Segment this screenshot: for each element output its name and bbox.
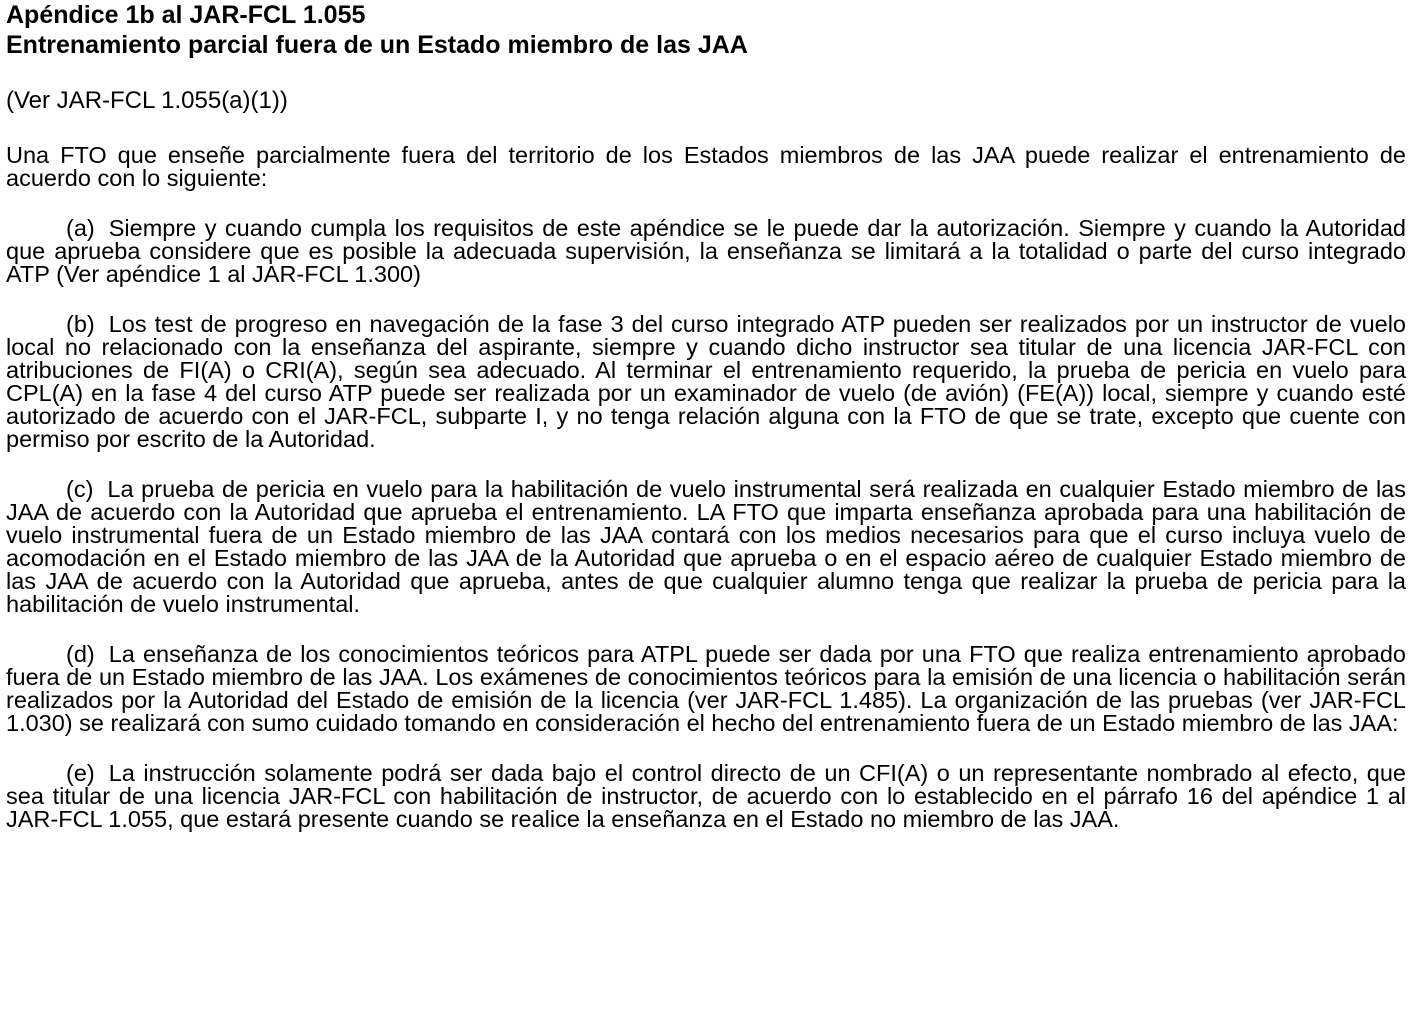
paragraph-b bbox=[6, 313, 1406, 451]
paragraph-text: La enseñanza de los conocimientos teóricos para ATPL puede ser dada por una FTO que realiza entrenamiento aprobado fuera de un Estado miembro de las JAA. Los exámenes de conocimientos teóricos para la emisión de una licencia o habilitación serán realizados por la Autoridad del Estado de emisión de la licencia (ver JAR-FCL 1.485). La organización de las pruebas (ver JAR-FCL 1.030) se realizará con sumo cuidado tomando en consideración el hecho del entrenamiento fuera de un Estado miembro de las JAA: bbox=[6, 641, 1406, 736]
paragraph-text: La prueba de pericia en vuelo para la habilitación de vuelo instrumental será realizada en cualquier Estado miembro de las JAA de acuerdo con la Autoridad que aprueba el entrenamiento. LA FTO que imparta enseñanza aprobada para una habilitación de vuelo instrumental fuera de un Estado miembro de las JAA contará con los medios necesarios para que el curso incluya vuelo de acomodación en el Estado miembro de las JAA de la Autoridad que aprueba o en el espacio aéreo de cualquier Estado miembro de las JAA de acuerdo con la Autoridad que aprueba, antes de que cualquier alumno tenga que realizar la prueba de pericia para la habilitación de vuelo instrumental. bbox=[6, 476, 1406, 617]
paragraph-label: (c) bbox=[66, 476, 94, 502]
paragraph-c bbox=[6, 478, 1406, 616]
paragraph-label: (d) bbox=[66, 641, 95, 667]
paragraph-text: Los test de progreso en navegación de la fase 3 del curso integrado ATP pueden ser realizados por un instructor de vuelo local no relacionado con la enseñanza del aspirante, siempre y cuando dicho instructor sea titular de una licencia JAR-FCL con atribuciones de FI(A) o CRI(A), según sea adecuado. Al terminar el entrenamiento requerido, la prueba de pericia en vuelo para CPL(A) en la fase 4 del curso ATP puede ser realizada por un examinador de vuelo (de avión) (FE(A)) local, siempre y cuando esté autorizado de acuerdo con el JAR-FCL, subparte I, y no tenga relación alguna con la FTO de que se trate, excepto que cuente con permiso por escrito de la Autoridad. bbox=[6, 311, 1406, 452]
document-page bbox=[6, 0, 1406, 831]
paragraph-d bbox=[6, 643, 1406, 735]
paragraph-text: Siempre y cuando cumpla los requisitos de este apéndice se le puede dar la autorización. Siempre y cuando la Autoridad que aprueba considere que es posible la adecuada supervisión, la enseñanza se limitará a la totalidad o parte del curso integrado ATP (Ver apéndice 1 al JAR-FCL 1.300) bbox=[6, 215, 1406, 287]
paragraph-e bbox=[6, 762, 1406, 831]
intro-paragraph: Una FTO que enseñe parcialmente fuera del territorio de los Estados miembros de las JAA puede realizar el entrenamiento de acuerdo con lo siguiente: bbox=[6, 142, 1406, 191]
paragraph-label: (b) bbox=[66, 311, 95, 337]
paragraph-label: (a) bbox=[66, 215, 95, 241]
paragraph-label: (e) bbox=[66, 760, 95, 786]
document-title-line2: Entrenamiento parcial fuera de un Estado miembro de las JAA bbox=[6, 31, 748, 59]
document-reference: (Ver JAR-FCL 1.055(a)(1)) bbox=[6, 87, 288, 114]
document-title-line1: Apéndice 1b al JAR-FCL 1.055 bbox=[6, 1, 366, 29]
paragraph-text: La instrucción solamente podrá ser dada bajo el control directo de un CFI(A) o un representante nombrado al efecto, que sea titular de una licencia JAR-FCL con habilitación de instructor, de acuerdo con lo establecido en el párrafo 16 del apéndice 1 al JAR-FCL 1.055, que estará presente cuando se realice la enseñanza en el Estado no miembro de las JAA. bbox=[6, 760, 1406, 832]
paragraph-a bbox=[6, 217, 1406, 286]
